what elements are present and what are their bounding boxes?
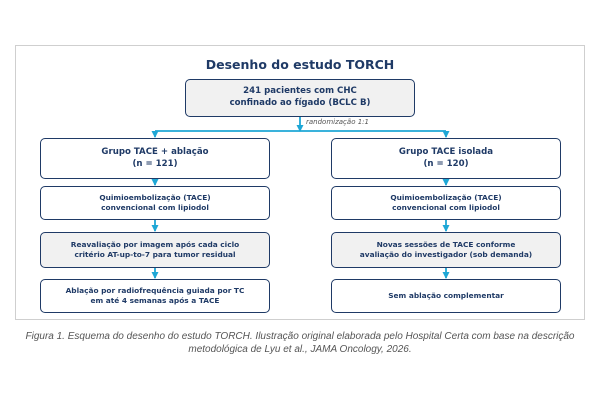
- figure-caption: Figura 1. Esquema do desenho do estudo TORCH. Ilustração original elaborada pelo Hospital Certa com base na descrição metodológica de Lyu et al., JAMA Oncology, 2026.: [25, 331, 575, 355]
- left-group-text: Grupo TACE + ablação (n = 121): [101, 146, 209, 169]
- left-step3-text: Ablação por radiofrequência guiada por TC em até 4 semanas após a TACE: [65, 286, 245, 305]
- left-step1-text: Quimioembolização (TACE) convencional com lipiodol: [99, 193, 211, 212]
- randomization-label: randomização 1:1: [306, 118, 369, 126]
- left-step1-box: [40, 186, 270, 220]
- right-step2-box: [331, 232, 561, 268]
- population-text: 241 pacientes com CHC confinado ao fígado (BCLC B): [229, 86, 371, 108]
- right-step2-text: Novas sessões de TACE conforme avaliação do investigador (sob demanda): [359, 240, 533, 259]
- right-step3-text: Sem ablação complementar: [388, 291, 504, 300]
- right-step1-text: Quimioembolização (TACE) convencional com lipiodol: [390, 193, 502, 212]
- left-step2-box: [40, 232, 270, 268]
- right-step3-box: [331, 279, 561, 313]
- right-step1-box: [331, 186, 561, 220]
- diagram-title: Desenho do estudo TORCH: [205, 57, 395, 72]
- right-group-text: Grupo TACE isolada (n = 120): [398, 146, 494, 169]
- right-group-box: [331, 138, 561, 179]
- population-box: [185, 79, 415, 117]
- left-step2-text: Reavaliação por imagem após cada ciclo critério AT-up-to-7 para tumor residual: [70, 240, 240, 259]
- left-step3-box: [40, 279, 270, 313]
- left-group-box: [40, 138, 270, 179]
